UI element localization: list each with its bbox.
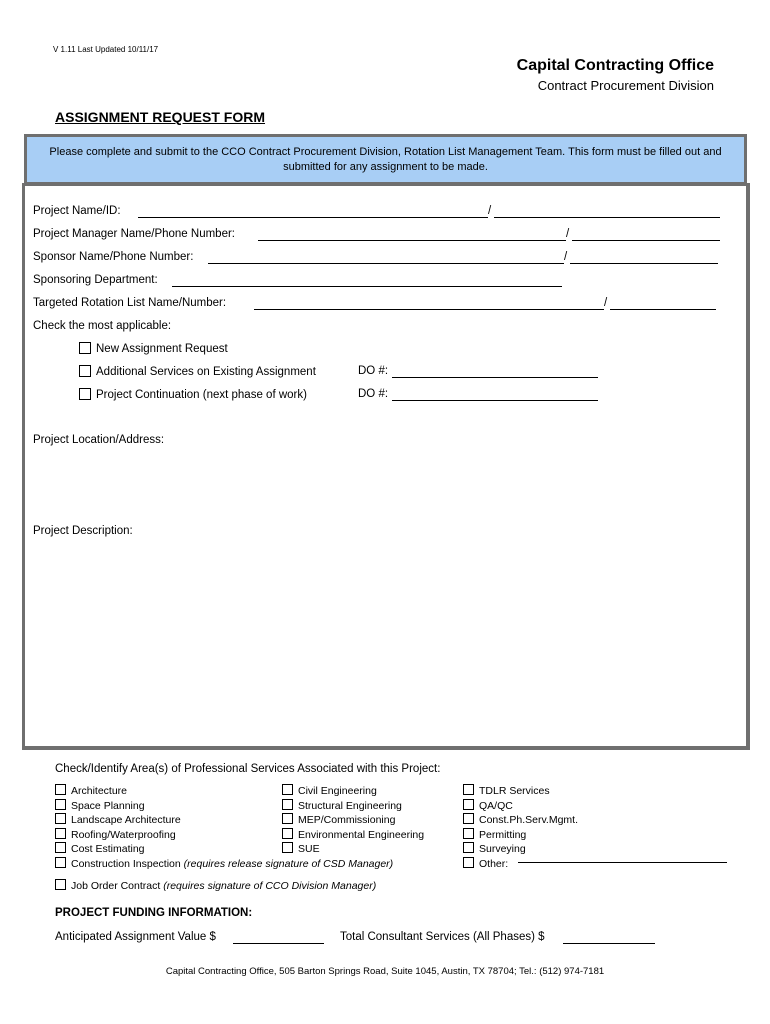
checkbox[interactable] <box>282 799 293 810</box>
checkbox[interactable] <box>55 857 66 868</box>
checkbox[interactable] <box>55 813 66 824</box>
checkbox[interactable] <box>282 828 293 839</box>
do-number-field[interactable] <box>392 400 598 401</box>
service-surveying[interactable] <box>463 842 578 857</box>
service-label: Job Order Contract <box>71 880 161 892</box>
services-column-3 <box>463 784 578 871</box>
do-number-label: DO #: <box>358 365 389 377</box>
project-info-box <box>22 183 750 750</box>
service-label: SUE <box>298 843 320 855</box>
checkbox[interactable] <box>463 799 474 810</box>
service-label: Roofing/Waterproofing <box>71 828 176 841</box>
anticipated-value-label: Anticipated Assignment Value $ <box>55 931 216 943</box>
manager-phone-field[interactable] <box>572 240 720 241</box>
service-permitting[interactable] <box>463 828 578 843</box>
separator: / <box>566 228 570 240</box>
department-label: Sponsoring Department: <box>33 274 158 286</box>
checkbox[interactable] <box>463 828 474 839</box>
instructions-box <box>24 134 747 184</box>
service-note: (requires release signature of CSD Manager) <box>183 857 394 870</box>
manager-name-field[interactable] <box>258 240 566 241</box>
service-mep[interactable] <box>282 813 424 828</box>
checkbox[interactable] <box>463 813 474 824</box>
checkbox[interactable] <box>55 828 66 839</box>
checkbox[interactable] <box>55 784 66 795</box>
sponsor-phone-field[interactable] <box>570 263 718 264</box>
service-label: MEP/Commissioning <box>298 814 396 826</box>
funding-heading: PROJECT FUNDING INFORMATION: <box>55 907 253 919</box>
checkbox[interactable] <box>463 784 474 795</box>
total-services-field[interactable] <box>563 943 655 944</box>
service-label: QA/QC <box>479 799 513 812</box>
service-qa-qc[interactable] <box>463 799 578 814</box>
service-const-ph-serv[interactable] <box>463 813 578 828</box>
services-heading: Check/Identify Area(s) of Professional Services Associated with this Project: <box>55 763 441 775</box>
checkbox[interactable] <box>79 365 91 377</box>
service-label: Architecture <box>71 785 128 797</box>
service-sue[interactable] <box>282 842 424 857</box>
do-number-field[interactable] <box>392 377 598 378</box>
service-label: Construction Inspection <box>71 857 181 870</box>
footer-address: Capital Contracting Office, 505 Barton Springs Road, Suite 1045, Austin, TX 78704; Tel.: (512) 974-7181 <box>165 966 605 977</box>
rotation-number-field[interactable] <box>610 309 716 310</box>
option-additional-services[interactable] <box>79 365 316 378</box>
checkbox[interactable] <box>55 842 66 853</box>
manager-label: Project Manager Name/Phone Number: <box>33 228 235 240</box>
service-tdlr[interactable] <box>463 784 578 799</box>
checkbox[interactable] <box>79 342 91 354</box>
checkbox[interactable] <box>55 879 66 890</box>
version-text: V 1.11 Last Updated 10/11/17 <box>53 45 159 54</box>
service-label: Structural Engineering <box>298 799 402 812</box>
service-label: TDLR Services <box>479 785 550 797</box>
service-label: Space Planning <box>71 799 145 812</box>
separator: / <box>564 251 568 263</box>
rotation-name-field[interactable] <box>254 309 604 310</box>
option-project-continuation[interactable] <box>79 388 307 401</box>
project-id-field[interactable] <box>494 217 720 218</box>
service-environmental-engineering[interactable] <box>282 828 424 843</box>
department-field[interactable] <box>172 286 562 287</box>
checkbox[interactable] <box>463 857 474 868</box>
service-label: Permitting <box>479 828 527 841</box>
checkbox[interactable] <box>282 784 293 795</box>
service-label: Other: <box>479 857 509 870</box>
total-services-label: Total Consultant Services (All Phases) $ <box>340 931 545 943</box>
project-name-field[interactable] <box>138 217 488 218</box>
do-number-label: DO #: <box>358 388 389 400</box>
job-order-contract[interactable] <box>55 879 376 894</box>
sponsor-label: Sponsor Name/Phone Number: <box>33 251 194 263</box>
checkbox[interactable] <box>55 799 66 810</box>
separator: / <box>604 297 608 309</box>
service-label: Landscape Architecture <box>71 814 181 826</box>
service-label: Const.Ph.Serv.Mgmt. <box>479 814 579 826</box>
form-title: ASSIGNMENT REQUEST FORM <box>55 109 266 125</box>
service-construction-inspection[interactable] <box>55 857 393 872</box>
separator: / <box>488 205 492 217</box>
option-label: Additional Services on Existing Assignment <box>96 366 316 378</box>
location-label: Project Location/Address: <box>33 434 165 446</box>
service-label: Environmental Engineering <box>298 828 425 841</box>
rotation-label: Targeted Rotation List Name/Number: <box>33 297 227 309</box>
checkbox[interactable] <box>282 842 293 853</box>
option-new-assignment[interactable] <box>79 342 228 355</box>
services-column-2 <box>282 784 424 857</box>
instructions-text: Please complete and submit to the CCO Contract Procurement Division, Rotation List Management Team. This form must be filled out and submitted for any assignment to be made. <box>49 146 722 173</box>
option-label: Project Continuation (next phase of work) <box>96 389 307 401</box>
project-name-label: Project Name/ID: <box>33 205 121 217</box>
checkbox[interactable] <box>79 388 91 400</box>
office-title: Capital Contracting Office <box>516 57 714 74</box>
service-note: (requires signature of CCO Division Manager) <box>163 880 377 892</box>
service-other[interactable] <box>463 857 578 872</box>
other-service-field[interactable] <box>518 862 727 863</box>
service-label: Cost Estimating <box>71 843 145 855</box>
checkbox[interactable] <box>282 813 293 824</box>
service-label: Civil Engineering <box>298 785 377 797</box>
check-applicable-label: Check the most applicable: <box>33 320 172 332</box>
option-label: New Assignment Request <box>96 343 228 355</box>
description-label: Project Description: <box>33 525 133 537</box>
anticipated-value-field[interactable] <box>233 943 324 944</box>
service-structural-engineering[interactable] <box>282 799 424 814</box>
division-title: Contract Procurement Division <box>537 78 714 93</box>
service-label: Surveying <box>479 843 526 855</box>
sponsor-name-field[interactable] <box>208 263 564 264</box>
service-civil-engineering[interactable] <box>282 784 424 799</box>
checkbox[interactable] <box>463 842 474 853</box>
